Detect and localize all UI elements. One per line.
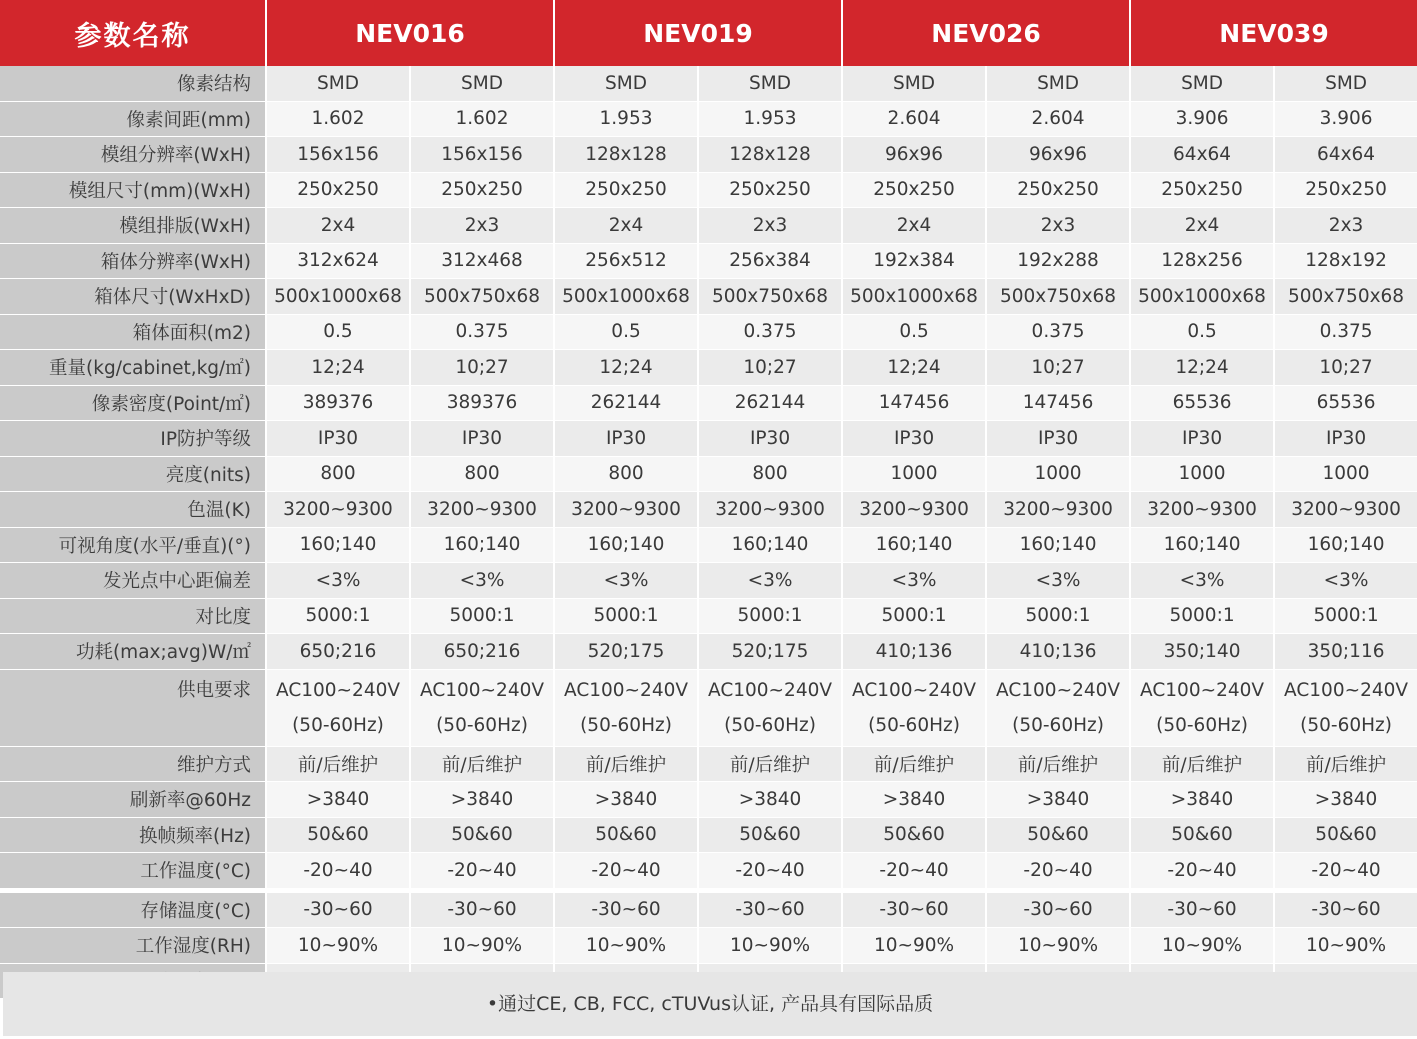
cell-line: AC100~240V xyxy=(852,679,977,701)
table-cell: IP30 xyxy=(842,421,986,457)
table-cell: 1.953 xyxy=(554,101,698,137)
table-cell: >3840 xyxy=(554,782,698,818)
table-cell: 10;27 xyxy=(1274,350,1417,386)
table-cell: 500x750x68 xyxy=(1274,279,1417,315)
table-cell: 前/后维护 xyxy=(842,746,986,782)
table-cell: 2.604 xyxy=(986,101,1130,137)
table-cell: -30~60 xyxy=(986,893,1130,928)
table-cell: 160;140 xyxy=(986,527,1130,563)
table-cell: 3200~9300 xyxy=(842,492,986,528)
table-cell: 2x3 xyxy=(410,208,554,244)
table-cell: 前/后维护 xyxy=(410,746,554,782)
table-cell: 156x156 xyxy=(410,137,554,173)
table-cell: <3% xyxy=(554,563,698,599)
row-label: 刷新率@60Hz xyxy=(0,782,266,818)
row-label: 功耗(max;avg)W/㎡ xyxy=(0,634,266,670)
table-cell: >3840 xyxy=(1274,782,1417,818)
row-label: 存储温度(°C) xyxy=(0,893,266,928)
table-cell: SMD xyxy=(698,66,842,101)
table-row xyxy=(0,66,1417,101)
table-cell: 250x250 xyxy=(1130,172,1274,208)
table-cell: 65536 xyxy=(1274,385,1417,421)
row-label: 箱体面积(m2) xyxy=(0,314,266,350)
row-label: 对比度 xyxy=(0,598,266,634)
table-cell: 3200~9300 xyxy=(266,492,410,528)
table-cell: 2x4 xyxy=(1130,208,1274,244)
cell-line: (50-60Hz) xyxy=(580,714,672,736)
row-label: 重量(kg/cabinet,kg/㎡) xyxy=(0,350,266,386)
cell-line: AC100~240V xyxy=(708,679,833,701)
row-label: 像素间距(mm) xyxy=(0,101,266,137)
row-label: 发光点中心距偏差 xyxy=(0,563,266,599)
table-row xyxy=(0,634,1417,670)
table-cell: 410;136 xyxy=(986,634,1130,670)
table-cell: 389376 xyxy=(410,385,554,421)
table-cell: 262144 xyxy=(698,385,842,421)
table-cell: 1.602 xyxy=(410,101,554,137)
table-cell: 500x750x68 xyxy=(698,279,842,315)
table-cell: <3% xyxy=(986,563,1130,599)
table-row xyxy=(0,928,1417,964)
table-cell: 3.906 xyxy=(1130,101,1274,137)
table-cell: 1000 xyxy=(986,456,1130,492)
table-cell: 50&60 xyxy=(1130,817,1274,853)
table-cell: 160;140 xyxy=(266,527,410,563)
table-cell: -30~60 xyxy=(1130,893,1274,928)
table-cell: <3% xyxy=(698,563,842,599)
table-cell: 5000:1 xyxy=(698,598,842,634)
table-cell: IP30 xyxy=(1274,421,1417,457)
table-cell: -20~40 xyxy=(1130,853,1274,889)
table-cell: 160;140 xyxy=(1274,527,1417,563)
table-row xyxy=(0,279,1417,315)
table-cell: 160;140 xyxy=(554,527,698,563)
table-row xyxy=(0,137,1417,173)
table-cell: 160;140 xyxy=(698,527,842,563)
header-row xyxy=(0,0,1417,66)
table-cell: 256x384 xyxy=(698,243,842,279)
table-cell: 3200~9300 xyxy=(410,492,554,528)
table-row xyxy=(0,527,1417,563)
table-cell: -20~40 xyxy=(1274,853,1417,889)
table-cell: 262144 xyxy=(554,385,698,421)
table-cell: 3200~9300 xyxy=(698,492,842,528)
table-cell: 650;216 xyxy=(266,634,410,670)
table-cell: 64x64 xyxy=(1130,137,1274,173)
table-cell: 3200~9300 xyxy=(1274,492,1417,528)
table-cell: -30~60 xyxy=(410,893,554,928)
table-row xyxy=(0,243,1417,279)
table-row xyxy=(0,782,1417,818)
table-cell: 0.5 xyxy=(266,314,410,350)
table-cell: 96x96 xyxy=(986,137,1130,173)
table-cell: 250x250 xyxy=(410,172,554,208)
row-label: 像素结构 xyxy=(0,66,266,101)
table-cell: 前/后维护 xyxy=(554,746,698,782)
table-cell xyxy=(266,669,410,746)
table-cell: 2x3 xyxy=(1274,208,1417,244)
table-cell: 350;116 xyxy=(1274,634,1417,670)
table-cell: 350;140 xyxy=(1130,634,1274,670)
spec-body xyxy=(0,66,1417,999)
table-cell: 50&60 xyxy=(410,817,554,853)
table-cell: 500x750x68 xyxy=(986,279,1130,315)
table-cell: 0.375 xyxy=(1274,314,1417,350)
table-row xyxy=(0,598,1417,634)
table-cell: 160;140 xyxy=(410,527,554,563)
table-cell: 50&60 xyxy=(554,817,698,853)
table-cell: 256x512 xyxy=(554,243,698,279)
table-cell: -30~60 xyxy=(554,893,698,928)
cell-line: (50-60Hz) xyxy=(292,714,384,736)
table-cell: 1000 xyxy=(842,456,986,492)
table-cell: -20~40 xyxy=(266,853,410,889)
cell-line: AC100~240V xyxy=(1284,679,1409,701)
row-label: 供电要求 xyxy=(0,669,266,746)
table-row xyxy=(0,563,1417,599)
table-cell: 128x256 xyxy=(1130,243,1274,279)
table-cell: 0.375 xyxy=(698,314,842,350)
row-label: 像素密度(Point/㎡) xyxy=(0,385,266,421)
cell-line: (50-60Hz) xyxy=(868,714,960,736)
table-cell: 312x468 xyxy=(410,243,554,279)
table-cell: SMD xyxy=(1130,66,1274,101)
certification-note: •通过CE, CB, FCC, cTUVus认证, 产品具有国际品质 xyxy=(3,972,1417,1036)
table-cell: -30~60 xyxy=(266,893,410,928)
cell-line: AC100~240V xyxy=(564,679,689,701)
row-label: 模组分辨率(WxH) xyxy=(0,137,266,173)
table-cell: 312x624 xyxy=(266,243,410,279)
table-cell: 3.906 xyxy=(1274,101,1417,137)
row-label: 维护方式 xyxy=(0,746,266,782)
table-cell: SMD xyxy=(554,66,698,101)
table-cell: 12;24 xyxy=(266,350,410,386)
table-row xyxy=(0,172,1417,208)
table-cell: 12;24 xyxy=(1130,350,1274,386)
table-cell: IP30 xyxy=(1130,421,1274,457)
table-cell: 160;140 xyxy=(1130,527,1274,563)
row-label: 模组排版(WxH) xyxy=(0,208,266,244)
table-cell: 50&60 xyxy=(698,817,842,853)
table-cell: 10~90% xyxy=(554,928,698,964)
table-cell: 500x1000x68 xyxy=(554,279,698,315)
cell-line: AC100~240V xyxy=(275,679,401,701)
table-cell: 前/后维护 xyxy=(266,746,410,782)
table-cell: 65536 xyxy=(1130,385,1274,421)
table-cell: IP30 xyxy=(554,421,698,457)
table-cell: 10~90% xyxy=(410,928,554,964)
table-cell: 5000:1 xyxy=(1274,598,1417,634)
table-row xyxy=(0,492,1417,528)
model-header: NEV026 xyxy=(842,0,1130,66)
table-cell: 10;27 xyxy=(698,350,842,386)
table-cell: <3% xyxy=(1130,563,1274,599)
table-cell: 10~90% xyxy=(1130,928,1274,964)
row-label: IP防护等级 xyxy=(0,421,266,457)
table-cell: 250x250 xyxy=(554,172,698,208)
table-row xyxy=(0,669,1417,746)
table-cell: 500x1000x68 xyxy=(842,279,986,315)
table-row xyxy=(0,385,1417,421)
table-cell: -20~40 xyxy=(554,853,698,889)
table-cell: -30~60 xyxy=(842,893,986,928)
table-row xyxy=(0,746,1417,782)
cell-line: (50-60Hz) xyxy=(1012,714,1104,736)
table-cell xyxy=(554,669,698,746)
param-name-header: 参数名称 xyxy=(0,0,266,66)
table-cell: 250x250 xyxy=(266,172,410,208)
table-cell: 前/后维护 xyxy=(986,746,1130,782)
table-cell: 0.375 xyxy=(410,314,554,350)
table-cell: 50&60 xyxy=(986,817,1130,853)
table-cell: 1.953 xyxy=(698,101,842,137)
table-row xyxy=(0,314,1417,350)
table-cell xyxy=(410,669,554,746)
table-cell: 650;216 xyxy=(410,634,554,670)
table-cell: 50&60 xyxy=(266,817,410,853)
table-cell: 64x64 xyxy=(1274,137,1417,173)
cell-line: AC100~240V xyxy=(419,679,545,701)
table-cell: 0.5 xyxy=(842,314,986,350)
row-label: 模组尺寸(mm)(WxH) xyxy=(0,172,266,208)
table-row xyxy=(0,853,1417,889)
row-label: 箱体尺寸(WxHxD) xyxy=(0,279,266,315)
row-label: 工作湿度(RH) xyxy=(0,928,266,964)
table-cell: -20~40 xyxy=(698,853,842,889)
table-cell: IP30 xyxy=(410,421,554,457)
table-cell: 250x250 xyxy=(986,172,1130,208)
table-cell: >3840 xyxy=(698,782,842,818)
table-cell: 147456 xyxy=(842,385,986,421)
table-cell: 1.602 xyxy=(266,101,410,137)
table-cell: 800 xyxy=(410,456,554,492)
table-cell: 389376 xyxy=(266,385,410,421)
table-cell: IP30 xyxy=(266,421,410,457)
table-cell: 12;24 xyxy=(554,350,698,386)
table-cell: 10~90% xyxy=(266,928,410,964)
table-cell xyxy=(1274,669,1417,746)
table-cell: 160;140 xyxy=(842,527,986,563)
table-row xyxy=(0,817,1417,853)
table-cell: 2x4 xyxy=(554,208,698,244)
table-cell: <3% xyxy=(410,563,554,599)
cell-line: (50-60Hz) xyxy=(1300,714,1392,736)
table-cell xyxy=(986,669,1130,746)
model-header: NEV039 xyxy=(1130,0,1417,66)
table-cell: 0.5 xyxy=(554,314,698,350)
table-cell: -30~60 xyxy=(1274,893,1417,928)
table-row xyxy=(0,208,1417,244)
table-row xyxy=(0,421,1417,457)
table-cell: 800 xyxy=(554,456,698,492)
table-cell: 2x4 xyxy=(842,208,986,244)
table-cell: <3% xyxy=(842,563,986,599)
table-cell: -20~40 xyxy=(842,853,986,889)
table-cell: 500x750x68 xyxy=(410,279,554,315)
cell-line: (50-60Hz) xyxy=(436,714,528,736)
table-cell: 1000 xyxy=(1274,456,1417,492)
cell-line: (50-60Hz) xyxy=(724,714,816,736)
table-cell: SMD xyxy=(266,66,410,101)
table-cell: 3200~9300 xyxy=(554,492,698,528)
table-cell: SMD xyxy=(410,66,554,101)
table-cell: 2x4 xyxy=(266,208,410,244)
table-cell: 128x128 xyxy=(698,137,842,173)
row-label: 色温(K) xyxy=(0,492,266,528)
table-cell: -20~40 xyxy=(986,853,1130,889)
table-cell xyxy=(698,669,842,746)
table-cell: -30~60 xyxy=(698,893,842,928)
table-cell: 156x156 xyxy=(266,137,410,173)
table-cell: IP30 xyxy=(986,421,1130,457)
table-cell: 10;27 xyxy=(410,350,554,386)
model-header: NEV019 xyxy=(554,0,842,66)
table-cell: 147456 xyxy=(986,385,1130,421)
table-row xyxy=(0,101,1417,137)
table-cell: 2x3 xyxy=(986,208,1130,244)
table-cell: 96x96 xyxy=(842,137,986,173)
table-cell: 50&60 xyxy=(1274,817,1417,853)
table-cell: 192x384 xyxy=(842,243,986,279)
table-cell: <3% xyxy=(1274,563,1417,599)
table-cell: 0.5 xyxy=(1130,314,1274,350)
table-cell xyxy=(1130,669,1274,746)
table-cell: 250x250 xyxy=(1274,172,1417,208)
table-cell: 520;175 xyxy=(554,634,698,670)
table-cell: 5000:1 xyxy=(410,598,554,634)
table-cell: IP30 xyxy=(698,421,842,457)
table-cell: -20~40 xyxy=(410,853,554,889)
table-cell: >3840 xyxy=(1130,782,1274,818)
table-cell: 10~90% xyxy=(842,928,986,964)
table-cell: >3840 xyxy=(986,782,1130,818)
table-cell: 500x1000x68 xyxy=(1130,279,1274,315)
row-label: 可视角度(水平/垂直)(°) xyxy=(0,527,266,563)
table-cell: SMD xyxy=(1274,66,1417,101)
table-cell: 520;175 xyxy=(698,634,842,670)
table-cell: 5000:1 xyxy=(986,598,1130,634)
table-cell: 250x250 xyxy=(698,172,842,208)
table-cell: 800 xyxy=(266,456,410,492)
table-cell: <3% xyxy=(266,563,410,599)
row-label: 箱体分辨率(WxH) xyxy=(0,243,266,279)
table-cell: 192x288 xyxy=(986,243,1130,279)
table-cell: 3200~9300 xyxy=(1130,492,1274,528)
table-row xyxy=(0,456,1417,492)
table-cell: 前/后维护 xyxy=(698,746,842,782)
table-cell: 5000:1 xyxy=(1130,598,1274,634)
table-cell: 5000:1 xyxy=(266,598,410,634)
table-cell: SMD xyxy=(842,66,986,101)
table-cell: 前/后维护 xyxy=(1130,746,1274,782)
table-cell: 0.375 xyxy=(986,314,1130,350)
table-cell: SMD xyxy=(986,66,1130,101)
table-cell: 500x1000x68 xyxy=(266,279,410,315)
table-cell: >3840 xyxy=(410,782,554,818)
cell-line: (50-60Hz) xyxy=(1156,714,1248,736)
table-row xyxy=(0,893,1417,928)
cell-line: AC100~240V xyxy=(1140,679,1265,701)
table-cell: 128x128 xyxy=(554,137,698,173)
table-cell xyxy=(842,669,986,746)
table-cell: 10~90% xyxy=(986,928,1130,964)
row-label: 亮度(nits) xyxy=(0,456,266,492)
table-cell: 前/后维护 xyxy=(1274,746,1417,782)
table-cell: 410;136 xyxy=(842,634,986,670)
table-cell: >3840 xyxy=(842,782,986,818)
table-cell: 128x192 xyxy=(1274,243,1417,279)
table-cell: 3200~9300 xyxy=(986,492,1130,528)
table-cell: 50&60 xyxy=(842,817,986,853)
table-cell: 800 xyxy=(698,456,842,492)
table-cell: 10~90% xyxy=(698,928,842,964)
table-cell: 5000:1 xyxy=(554,598,698,634)
row-label: 换帧频率(Hz) xyxy=(0,817,266,853)
table-cell: 250x250 xyxy=(842,172,986,208)
row-label: 工作温度(°C) xyxy=(0,853,266,889)
cell-line: AC100~240V xyxy=(996,679,1121,701)
table-row xyxy=(0,350,1417,386)
table-cell: 2x3 xyxy=(698,208,842,244)
table-cell: 12;24 xyxy=(842,350,986,386)
table-cell: >3840 xyxy=(266,782,410,818)
table-cell: 2.604 xyxy=(842,101,986,137)
table-cell: 5000:1 xyxy=(842,598,986,634)
table-cell: 1000 xyxy=(1130,456,1274,492)
table-cell: 10;27 xyxy=(986,350,1130,386)
model-header: NEV016 xyxy=(266,0,554,66)
table-cell: 10~90% xyxy=(1274,928,1417,964)
